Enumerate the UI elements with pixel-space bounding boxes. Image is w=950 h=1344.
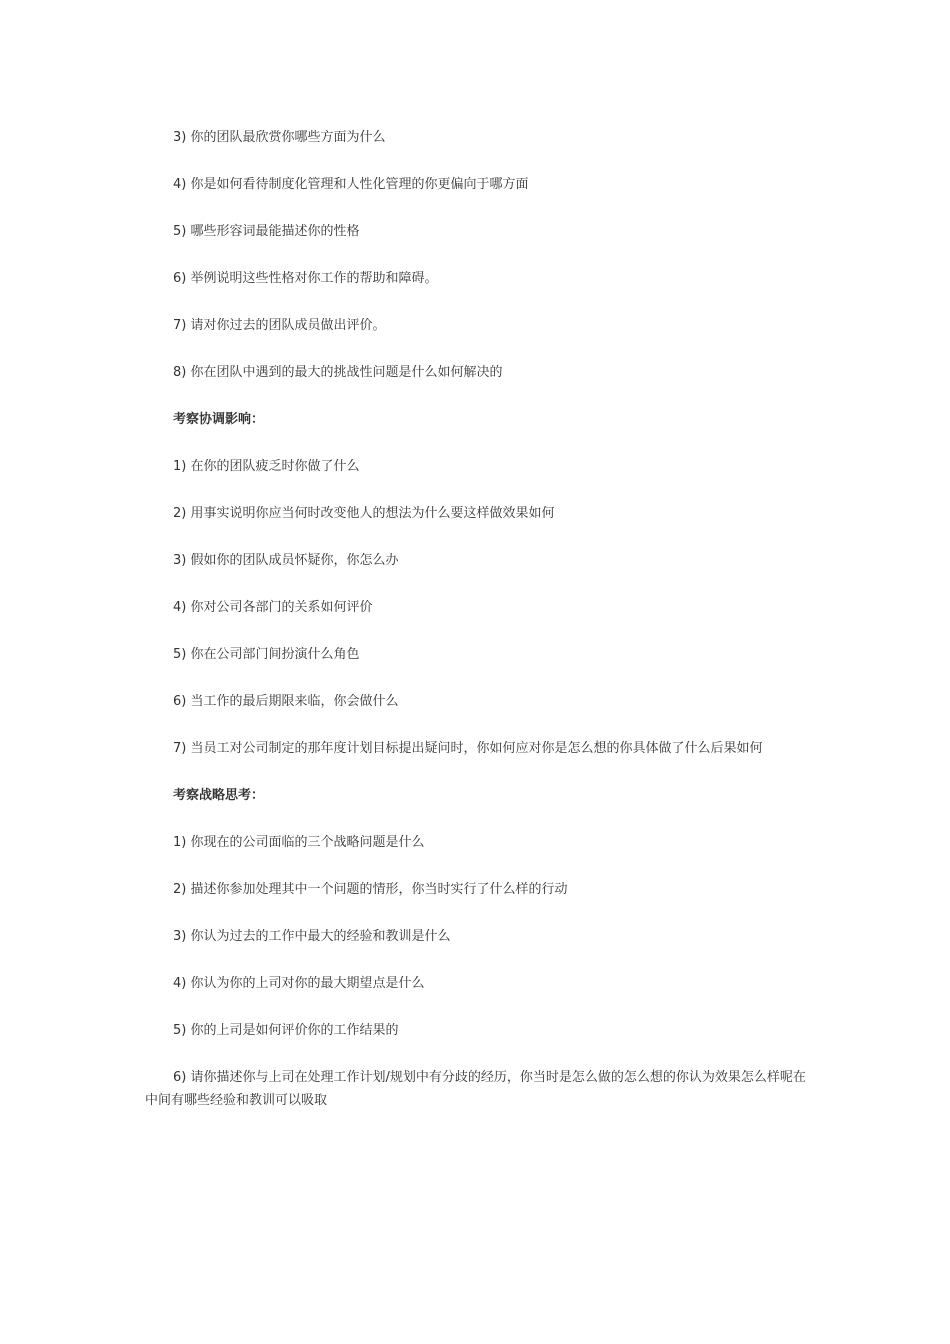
- question-item: 3) 你认为过去的工作中最大的经验和教训是什么: [173, 929, 451, 944]
- document-page: [145, 126, 810, 1136]
- question-item: 5) 你的上司是如何评价你的工作结果的: [173, 1023, 399, 1038]
- question-item: 7) 请对你过去的团队成员做出评价。: [173, 318, 386, 333]
- question-item: 3) 假如你的团队成员怀疑你，你怎么办: [173, 553, 399, 568]
- question-item: 5) 你在公司部门间扮演什么角色: [173, 647, 360, 662]
- question-item: 4) 你对公司各部门的关系如何评价: [173, 600, 373, 615]
- question-item: 6) 当工作的最后期限来临，你会做什么: [173, 694, 399, 709]
- question-item: 8) 你在团队中遇到的最大的挑战性问题是什么如何解决的: [173, 365, 503, 380]
- question-item: 6) 举例说明这些性格对你工作的帮助和障碍。: [173, 271, 438, 286]
- question-item: 4) 你是如何看待制度化管理和人性化管理的你更偏向于哪方面: [173, 177, 529, 192]
- question-item: 3) 你的团队最欣赏你哪些方面为什么: [173, 130, 386, 145]
- question-item: 6) 请你描述你与上司在处理工作计划/规划中有分歧的经历，你当时是怎么做的怎么想的你认为效果怎么样呢在中间有哪些经验和教训可以吸取: [145, 1070, 806, 1108]
- question-item: 2) 用事实说明你应当何时改变他人的想法为什么要这样做效果如何: [173, 506, 555, 521]
- section-heading-strategy: 考察战略思考：: [173, 788, 265, 803]
- question-item: 1) 在你的团队疲乏时你做了什么: [173, 459, 360, 474]
- question-item: 5) 哪些形容词最能描述你的性格: [173, 224, 360, 239]
- question-item: 4) 你认为你的上司对你的最大期望点是什么: [173, 976, 425, 991]
- section-heading-coordination: 考察协调影响：: [173, 412, 265, 427]
- question-item: 2) 描述你参加处理其中一个问题的情形，你当时实行了什么样的行动: [173, 882, 568, 897]
- question-item: 7) 当员工对公司制定的那年度计划目标提出疑问时，你如何应对你是怎么想的你具体做了什么后果如何: [173, 741, 763, 756]
- question-item: 1) 你现在的公司面临的三个战略问题是什么: [173, 835, 425, 850]
